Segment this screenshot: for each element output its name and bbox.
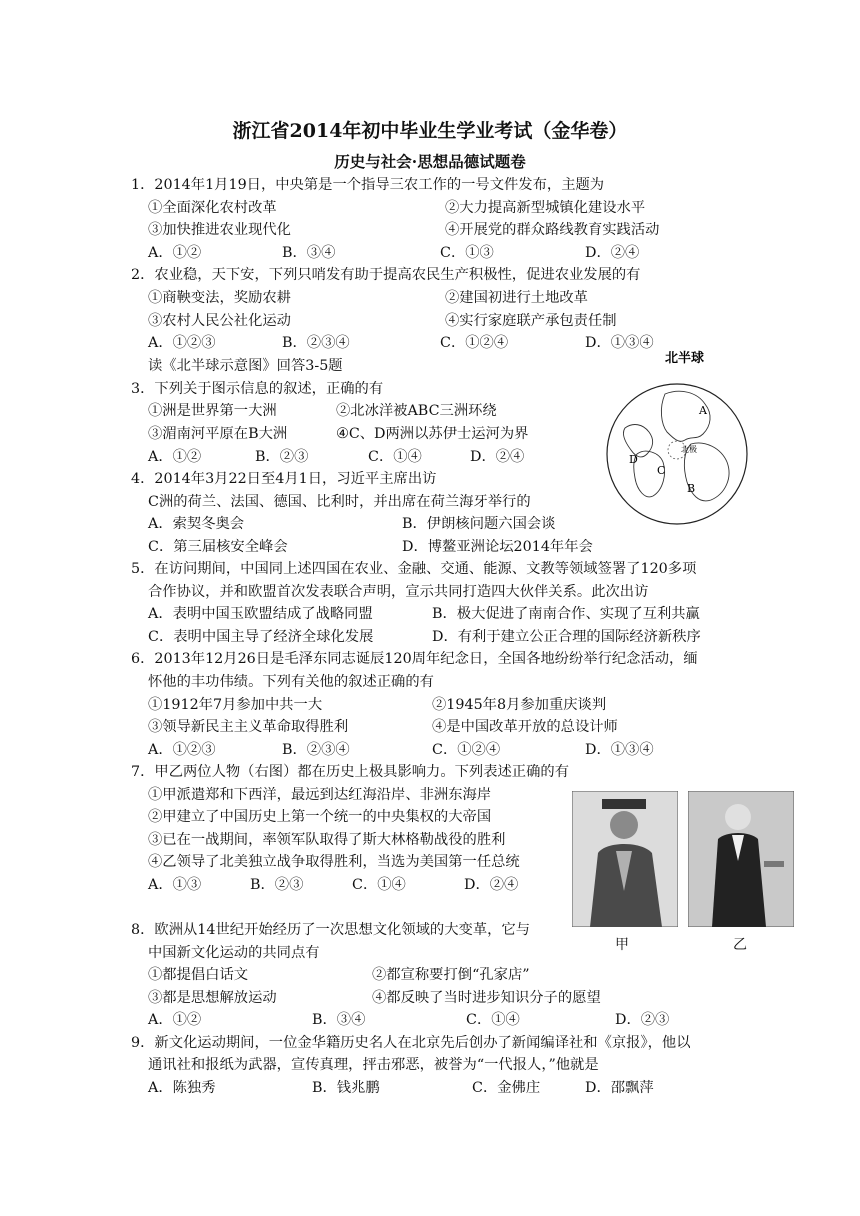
q6-option-c: C．①②④ <box>432 742 501 758</box>
q8-statement-3: ③都是思想解放运动 <box>148 990 277 1006</box>
q5-option-b: B．极大促进了南南合作、实现了互利共赢 <box>432 606 700 622</box>
q6-option-d: D．①③④ <box>585 742 654 758</box>
q2-option-c: C．①②④ <box>440 335 509 351</box>
q1-option-d: D．②④ <box>585 245 640 261</box>
portrait-yi-image <box>688 791 794 927</box>
portrait-jia-image <box>572 791 678 927</box>
q8-option-d: D．②③ <box>615 1012 670 1028</box>
q7-option-d: D．②④ <box>464 877 519 893</box>
q1-option-b: B．③④ <box>282 245 336 261</box>
q4-stem-1: 4．2014年3月22日至4月1日，习近平主席出访 <box>131 471 437 487</box>
q9-option-a: A．陈独秀 <box>148 1080 216 1096</box>
q6-stem-1: 6．2013年12月26日是毛泽东同志诞辰120周年纪念日，全国各地纷纷举行纪念活动，缅 <box>131 651 698 667</box>
q6-statement-1: ①1912年7月参加中共一大 <box>148 697 323 713</box>
map-label-c: C <box>657 464 666 477</box>
q2-option-a: A．①②③ <box>148 335 216 351</box>
map-label-a: A <box>699 404 707 417</box>
q4-option-d: D．博鳌亚洲论坛2014年年会 <box>402 539 593 555</box>
q5-option-a: A．表明中国玉欧盟结成了战略同盟 <box>148 606 373 622</box>
q2-statement-3: ③农村人民公社化运动 <box>148 313 291 329</box>
page-title: 浙江省2014年初中毕业生学业考试（金华卷） <box>232 120 628 142</box>
q7-stem: 7．甲乙两位人物（右图）都在历史上极具影响力。下列表述正确的有 <box>131 764 569 780</box>
q7-statement-4: ④乙领导了北美独立战争取得胜利，当选为美国第一任总统 <box>148 854 520 870</box>
q7-statement-3: ③已在一战期间，率领军队取得了斯大林格勒战役的胜利 <box>148 832 506 848</box>
q5-option-d: D．有利于建立公正合理的国际经济新秩序 <box>432 629 701 645</box>
q5-stem-1: 5．在访问期间，中国同上述四国在农业、金融、交通、能源、文教等领域签署了120多项 <box>131 561 697 577</box>
q1-option-c: C．①③ <box>440 245 494 261</box>
q2-stem: 2．农业稳，天下安，下列只哨发有助于提高农民生产积极性，促进农业发展的有 <box>131 267 641 283</box>
q4-option-b: B．伊朗核问题六国会谈 <box>402 516 556 532</box>
q1-stem: 1．2014年1月19日，中央第是一个指导三农工作的一号文件发布，主题为 <box>131 177 605 193</box>
q7-option-b: B．②③ <box>250 877 304 893</box>
q1-statement-1: ①全面深化农村改革 <box>148 200 277 216</box>
portrait-jia-caption: 甲 <box>615 937 629 953</box>
northern-hemisphere-map <box>605 344 755 536</box>
reading-instruction: 读《北半球示意图》回答3-5题 <box>148 358 343 374</box>
q2-statement-4: ④实行家庭联产承包责任制 <box>445 313 617 329</box>
q8-option-b: B．③④ <box>312 1012 366 1028</box>
q6-statement-3: ③领导新民主主义革命取得胜利 <box>148 719 349 735</box>
q4-option-c: C．第三届核安全峰会 <box>148 539 288 555</box>
q9-stem-1: 9．新文化运动期间，一位金华籍历史名人在北京先后创办了新闻编译社和《京报》，他以 <box>131 1035 691 1051</box>
q3-statement-2: ②北冰洋被ABC三洲环绕 <box>336 403 497 419</box>
map-label-pole: 极 <box>689 445 697 454</box>
q1-statement-3: ③加快推进农业现代化 <box>148 222 291 238</box>
q6-statement-2: ②1945年8月参加重庆谈判 <box>432 697 607 713</box>
q2-option-d: D．①③④ <box>585 335 654 351</box>
q2-statement-1: ①商鞅变法，奖励农耕 <box>148 290 291 306</box>
q7-option-c: C．①④ <box>352 877 406 893</box>
q9-option-d: D．邵飘萍 <box>585 1080 654 1096</box>
q2-option-b: B．②③④ <box>282 335 350 351</box>
q5-stem-2: 合作协议，并和欧盟首次发表联合声明，宣示共同打造四大伙伴关系。此次出访 <box>148 584 649 600</box>
q8-statement-1: ①都提倡白话文 <box>148 967 249 983</box>
q3-option-b: B．②③ <box>255 449 309 465</box>
q3-statement-3: ③湄南河平原在B大洲 <box>148 426 288 442</box>
q1-option-a: A．①② <box>148 245 202 261</box>
q6-stem-2: 怀他的丰功伟绩。下列有关他的叙述正确的有 <box>148 674 434 690</box>
q8-option-c: C．①④ <box>466 1012 520 1028</box>
q1-statement-4: ④开展党的群众路线教育实践活动 <box>445 222 660 238</box>
q3-statement-1: ①洲是世界第一大洲 <box>148 403 277 419</box>
q9-option-b: B．钱兆鹏 <box>312 1080 380 1096</box>
q7-statement-1: ①甲派遣郑和下西洋，最远到达红海沿岸、非洲东海岸 <box>148 787 492 803</box>
q3-statement-4: ④C、D两洲以苏伊士运河为界 <box>336 426 529 442</box>
q4-option-a: A．索契冬奥会 <box>148 516 245 532</box>
q4-stem-2: C洲的荷兰、法国、德国、比利时，并出席在荷兰海牙举行的 <box>148 494 531 510</box>
map-label-b: B <box>687 482 696 495</box>
q3-option-a: A．①② <box>148 449 202 465</box>
q6-option-a: A．①②③ <box>148 742 216 758</box>
map-title: 北半球 <box>665 351 705 366</box>
map-label-d: D <box>629 453 638 466</box>
q1-statement-2: ②大力提高新型城镇化建设水平 <box>445 200 646 216</box>
q6-statement-4: ④是中国改革开放的总设计师 <box>432 719 618 735</box>
q8-stem-2: 中国新文化运动的共同点有 <box>148 945 320 961</box>
map-label-north: 北 <box>681 445 689 454</box>
q9-stem-2: 通讯社和报纸为武器，宣传真理，抨击邪恶，被誉为“一代报人，”他就是 <box>148 1057 599 1073</box>
q6-option-b: B．②③④ <box>282 742 350 758</box>
q8-option-a: A．①② <box>148 1012 202 1028</box>
q8-stem-1: 8．欧洲从14世纪开始经历了一次思想文化领域的大变革，它与 <box>131 922 531 938</box>
q2-statement-2: ②建国初进行土地改革 <box>445 290 588 306</box>
q7-option-a: A．①③ <box>148 877 202 893</box>
q3-stem: 3．下列关于图示信息的叙述，正确的有 <box>131 381 384 397</box>
q8-statement-2: ②都宣称要打倒“孔家店” <box>372 967 530 983</box>
q3-option-d: D．②④ <box>470 449 525 465</box>
q7-statement-2: ②甲建立了中国历史上第一个统一的中央集权的大帝国 <box>148 809 492 825</box>
page-subtitle: 历史与社会·思想品德试题卷 <box>334 152 526 171</box>
q3-option-c: C．①④ <box>368 449 422 465</box>
portrait-yi-caption: 乙 <box>733 937 747 953</box>
q9-option-c: C．金佛庄 <box>472 1080 541 1096</box>
q5-option-c: C．表明中国主导了经济全球化发展 <box>148 629 374 645</box>
q8-statement-4: ④都反映了当时进步知识分子的愿望 <box>372 990 601 1006</box>
